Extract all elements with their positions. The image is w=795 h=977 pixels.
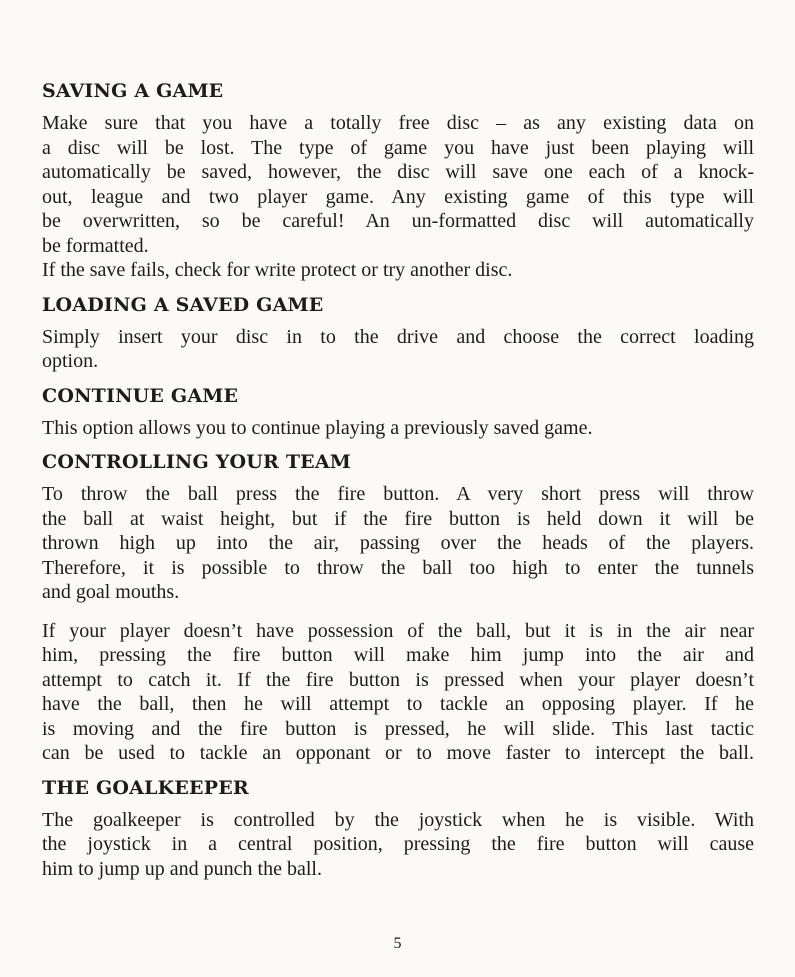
section-heading: CONTROLLING YOUR TEAM [42, 451, 352, 473]
manual-page [42, 80, 754, 892]
paragraph-gap [42, 605, 754, 619]
text-line: him, pressing the fire button will make him jump into the air and [42, 644, 754, 666]
text-line: If the save fails, check for write protect or try another disc. [42, 259, 513, 281]
text-line: automatically be saved, however, the disc will save one each of a knock- [42, 161, 754, 183]
text-line: be overwritten, so be careful! An un-formatted disc will automatically [42, 210, 754, 232]
paragraph [42, 808, 754, 882]
paragraph [42, 619, 754, 766]
page-number: 5 [393, 935, 402, 952]
text-line: thrown high up into the air, passing over the heads of the players. [42, 532, 754, 554]
text-line: the joystick in a central position, pressing the fire button will cause [42, 833, 754, 855]
section-controlling-your-team [42, 451, 754, 766]
section-loading-a-saved-game [42, 294, 754, 374]
section-heading: CONTINUE GAME [42, 384, 239, 407]
paragraph [42, 416, 754, 441]
text-line: option. [42, 350, 99, 372]
section-heading: SAVING A GAME [42, 80, 224, 102]
text-line: is moving and the fire button is pressed, he will slide. This last tactic [42, 717, 754, 740]
text-line: To throw the ball press the fire button. A very short press will throw [42, 483, 754, 505]
text-line: attempt to catch it. If the fire button is pressed when your player doesn’t [42, 668, 754, 691]
text-line: If your player doesn’t have possession of the ball, but it is in the air near [42, 619, 754, 642]
text-line: and goal mouths. [42, 581, 180, 603]
section-heading: LOADING A SAVED GAME [42, 293, 324, 316]
text-line: The goalkeeper is controlled by the joystick when he is visible. With [42, 808, 754, 831]
text-line: This option allows you to continue playing a previously saved game. [42, 416, 593, 439]
text-line: him to jump up and punch the ball. [42, 857, 322, 880]
paragraph [42, 111, 754, 283]
section-saving-a-game [42, 80, 754, 283]
text-line: the ball at waist height, but if the fire button is held down it will be [42, 507, 754, 530]
paragraph [42, 325, 754, 374]
text-line: be formatted. [42, 234, 149, 257]
paragraph [42, 482, 754, 605]
text-line: a disc will be lost. The type of game you have just been playing will [42, 136, 754, 159]
section-heading: THE GOALKEEPER [42, 776, 249, 799]
text-line: have the ball, then he will attempt to tackle an opposing player. If he [42, 693, 754, 715]
text-line: Therefore, it is possible to throw the ball too high to enter the tunnels [42, 556, 754, 579]
text-line: out, league and two player game. Any existing game of this type will [42, 185, 754, 208]
text-line: Make sure that you have a totally free disc – as any existing data on [42, 112, 754, 134]
text-line: can be used to tackle an opponant or to move faster to intercept the ball. [42, 742, 754, 764]
text-line: Simply insert your disc in to the drive and choose the correct loading [42, 325, 754, 348]
section-the-goalkeeper [42, 777, 754, 882]
section-continue-game [42, 385, 754, 441]
